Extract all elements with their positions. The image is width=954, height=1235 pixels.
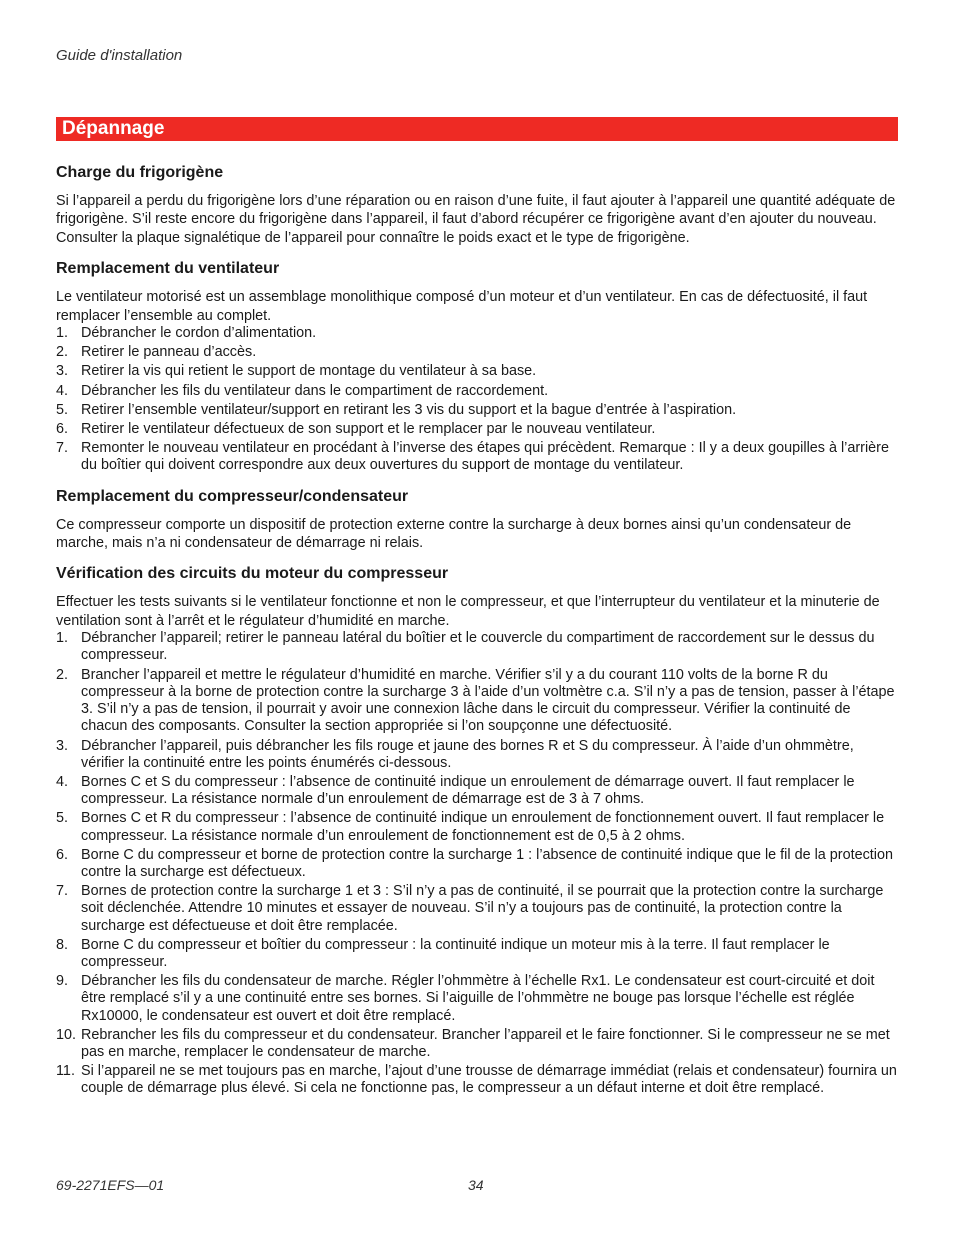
main-content	[56, 162, 898, 1109]
list-item-text: Retirer le ventilateur défectueux de son support et le remplacer par le nouveau ventilateur.	[81, 421, 656, 438]
page-number: 34	[468, 1177, 484, 1193]
list-item-text: Débrancher les fils du ventilateur dans le compartiment de raccordement.	[81, 382, 549, 399]
list-item-text: Borne C du compresseur et boîtier du compresseur : la continuité indique un moteur mis à la terre. Il faut remplacer le compresseur.	[81, 936, 830, 970]
list-item	[56, 344, 898, 361]
list-item	[56, 440, 898, 474]
list-item	[56, 973, 898, 1025]
section-body-verification: Effectuer les tests suivants si le ventilateur fonctionne et non le compresseur, et que l’interrupteur du ventilateur et la minuterie de ventilation sont à l’arrêt et le régulateur d’humidité en marche.	[56, 594, 880, 629]
list-item-text: Bornes de protection contre la surcharge 1 et 3 : S’il n’y a pas de continuité, il se pourrait que la protection contre la surcharge soit déclenchée. Attendre 10 minutes et essayer de nouveau. S’il n’y a toujours pas de continuité, la protection contre la surcharge est défectueuse et doit être remplacée.	[81, 883, 884, 934]
section-charge	[56, 162, 898, 247]
list-item	[56, 421, 898, 438]
section-banner	[56, 117, 898, 141]
list-item	[56, 883, 898, 935]
list-item-number: 2.	[56, 666, 69, 683]
list-item	[56, 1063, 898, 1097]
list-item-text: Débrancher le cordon d’alimentation.	[81, 325, 317, 342]
list-item-number: 6.	[56, 421, 69, 438]
section-title-charge: Charge du frigorigène	[56, 164, 224, 181]
list-item-text: Bornes C et R du compresseur : l’absence de continuité indique un enroulement de fonctionnement ouvert. Il faut remplacer le compresseur. La résistance normale d’un enroulement de fonctionnement est de 0,5 à 2 ohms.	[81, 810, 885, 844]
list-item-number: 3.	[56, 363, 69, 380]
list-item-text: Borne C du compresseur et borne de protection contre la surcharge 1 : l’absence de continuité indique que le fil de la protection contre la surcharge est défectueux.	[81, 846, 893, 880]
list-item-number: 11.	[56, 1063, 75, 1080]
list-item-number: 9.	[56, 973, 69, 990]
list-item	[56, 667, 898, 736]
list-item-number: 3.	[56, 737, 69, 754]
list-item-number: 8.	[56, 936, 69, 953]
list-item-number: 1.	[56, 325, 69, 342]
section-body-charge: Si l’appareil a perdu du frigorigène lors d’une réparation ou en raison d’une fuite, il faut ajouter à l’appareil une quantité adéquate de frigorigène. S’il reste encore du frigorigène dans l’appareil, il faut d’abord récupérer ce frigorigène avant d’en ajouter du nouveau. Consulter la plaque signalétique de l’appareil pour connaître le poids exact et le type de frigorigène.	[56, 193, 896, 246]
section-body-ventilateur: Le ventilateur motorisé est un assemblage monolithique composé d’un moteur et d’un ventilateur. En cas de défectuosité, il faut remplacer l’ensemble au complet.	[56, 289, 868, 324]
guide-label: Guide d'installation	[56, 47, 183, 64]
list-item-number: 4.	[56, 773, 69, 790]
list-item-text: Débrancher l’appareil, puis débrancher les fils rouge et jaune des bornes R et S du compresseur. À l’aide d’un ohmmètre, vérifier la continuité entre les points énumérés ci-dessous.	[81, 737, 854, 771]
list-item-text: Retirer l’ensemble ventilateur/support en retirant les 3 vis du support et la bague d’entrée à l’aspiration.	[81, 401, 737, 418]
section-verification	[56, 563, 898, 1097]
list-item-number: 6.	[56, 846, 69, 863]
list-item-text: Si l’appareil ne se met toujours pas en marche, l’ajout d’une trousse de démarrage immédiat (relais et condensateur) fournira un couple de démarrage plus élevé. Si cela ne fonctionne pas, le compresseur a un défaut interne et doit être remplacé.	[81, 1063, 897, 1097]
list-item	[56, 738, 898, 772]
list-item-number: 10.	[56, 1026, 77, 1043]
list-item-number: 7.	[56, 883, 69, 900]
banner-title: Dépannage	[62, 118, 165, 139]
list-item	[56, 383, 898, 400]
list-item-number: 5.	[56, 401, 69, 418]
doc-number: 69-2271EFS—01	[56, 1177, 165, 1193]
list-item	[56, 1027, 898, 1061]
section-title-ventilateur: Remplacement du ventilateur	[56, 260, 280, 278]
list-item-number: 2.	[56, 344, 69, 361]
section-ventilateur	[56, 258, 898, 474]
list-item	[56, 402, 898, 419]
list-item	[56, 847, 898, 881]
list-item-text: Débrancher l’appareil; retirer le panneau latéral du boîtier et le couvercle du compartiment de raccordement sur le dessus du compresseur.	[81, 630, 875, 664]
list-item	[56, 630, 898, 664]
list-item-number: 1.	[56, 630, 69, 647]
list-item	[56, 810, 898, 844]
list-item-text: Brancher l’appareil et mettre le régulateur d’humidité en marche. Vérifier s’il y a du courant 110 volts de la borne R du compresseur à la borne de protection contre la surcharge 3 à l’aide d’un voltmètre c.a. S’il n’y a pas de tension, passer à l’étape 3. S’il n’y a pas de tension, il pourrait y avoir une connexion lâche dans le circuit du compresseur. Vérifier la continuité de chacun des composants. Consulter la section appropriée si l’on soupçonne une défectuosité.	[81, 666, 895, 735]
list-item-text: Retirer le panneau d’accès.	[81, 344, 257, 361]
list-item-number: 5.	[56, 810, 69, 827]
section-compresseur	[56, 486, 898, 553]
list-item-text: Rebrancher les fils du compresseur et du condensateur. Brancher l’appareil et le faire fonctionner. Si le compresseur ne se met pas en marche, remplacer le condensateur de marche.	[81, 1026, 890, 1060]
list-item	[56, 325, 898, 342]
list-item-text: Bornes C et S du compresseur : l’absence de continuité indique un enroulement de démarrage ouvert. Il faut remplacer le compresseur. La résistance normale d’un enroulement de démarrage est de 3 à 7 ohms.	[81, 773, 855, 808]
list-item	[56, 774, 898, 808]
section-title-compresseur: Remplacement du compresseur/condensateur	[56, 487, 409, 505]
list-item	[56, 363, 898, 380]
steps-list-ventilateur	[56, 325, 898, 475]
list-item-text: Remonter le nouveau ventilateur en procédant à l’inverse des étapes qui précèdent. Remarque : Il y a deux goupilles à l’arrière du boîtier qui doivent correspondre aux deux ouvertures du support de montage du ventilateur.	[81, 440, 889, 474]
section-body-compresseur: Ce compresseur comporte un dispositif de protection externe contre la surcharge à deux bornes ainsi qu’un condensateur de marche, mais n’a ni condensateur de démarrage ni relais.	[56, 516, 852, 552]
list-item-number: 4.	[56, 382, 69, 399]
list-item-text: Débrancher les fils du condensateur de marche. Régler l’ohmmètre à l’échelle Rx1. Le condensateur est court-circuité et doit être remplacé s’il y a une continuité entre ses bornes. Si l’aiguille de l’ohmmètre ne bouge pas lorsque l’échelle est réglée Rx10000, le condensateur est ouvert et doit être remplacé.	[81, 973, 875, 1024]
list-item-number: 7.	[56, 440, 69, 457]
steps-list-verification	[56, 630, 898, 1097]
list-item	[56, 937, 898, 971]
list-item-text: Retirer la vis qui retient le support de montage du ventilateur à sa base.	[81, 363, 537, 380]
section-title-verification: Vérification des circuits du moteur du compresseur	[56, 565, 449, 583]
